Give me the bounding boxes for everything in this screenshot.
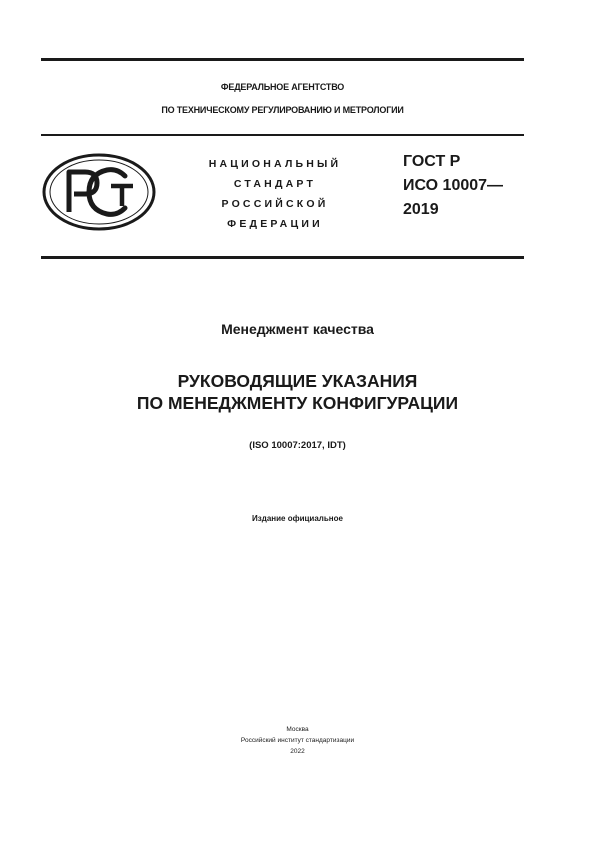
national-standard-line4: ФЕДЕРАЦИИ (227, 218, 323, 230)
header-bottom-rule (41, 256, 524, 259)
designation-line2: ИСО 10007— (403, 177, 504, 194)
imprint-city: Москва (286, 726, 309, 733)
publisher-imprint (0, 724, 595, 757)
imprint-publisher: Российский институт стандартизации (240, 737, 355, 744)
imprint-year: 2022 (290, 748, 305, 755)
agency-name-line2: ПО ТЕХНИЧЕСКОМУ РЕГУЛИРОВАНИЮ И МЕТРОЛОГИИ (161, 105, 404, 115)
rst-gost-emblem-icon (41, 152, 157, 232)
document-title-line2: ПО МЕНЕДЖМЕНТУ КОНФИГУРАЦИИ (136, 393, 459, 413)
document-subtitle: Менеджмент качества (221, 321, 374, 337)
designation-line1: ГОСТ Р (403, 153, 461, 170)
national-standard-line1: НАЦИОНАЛЬНЫЙ (208, 158, 342, 170)
document-title-line1: РУКОВОДЯЩИЕ УКАЗАНИЯ (177, 371, 418, 391)
national-standard-line3: РОССИЙСКОЙ (221, 198, 329, 210)
document-title (0, 370, 595, 414)
agency-name-line1: ФЕДЕРАЛЬНОЕ АГЕНТСТВО (220, 82, 345, 92)
top-rule (41, 58, 524, 61)
designation-line3: 2019 (403, 201, 439, 218)
edition-label: Издание официальное (252, 514, 343, 523)
national-standard-line2: СТАНДАРТ (233, 178, 317, 190)
header-divider (41, 134, 524, 136)
standard-designation (403, 150, 503, 222)
iso-reference: (ISO 10007:2017, IDT) (249, 440, 346, 451)
national-standard-label (185, 154, 365, 234)
